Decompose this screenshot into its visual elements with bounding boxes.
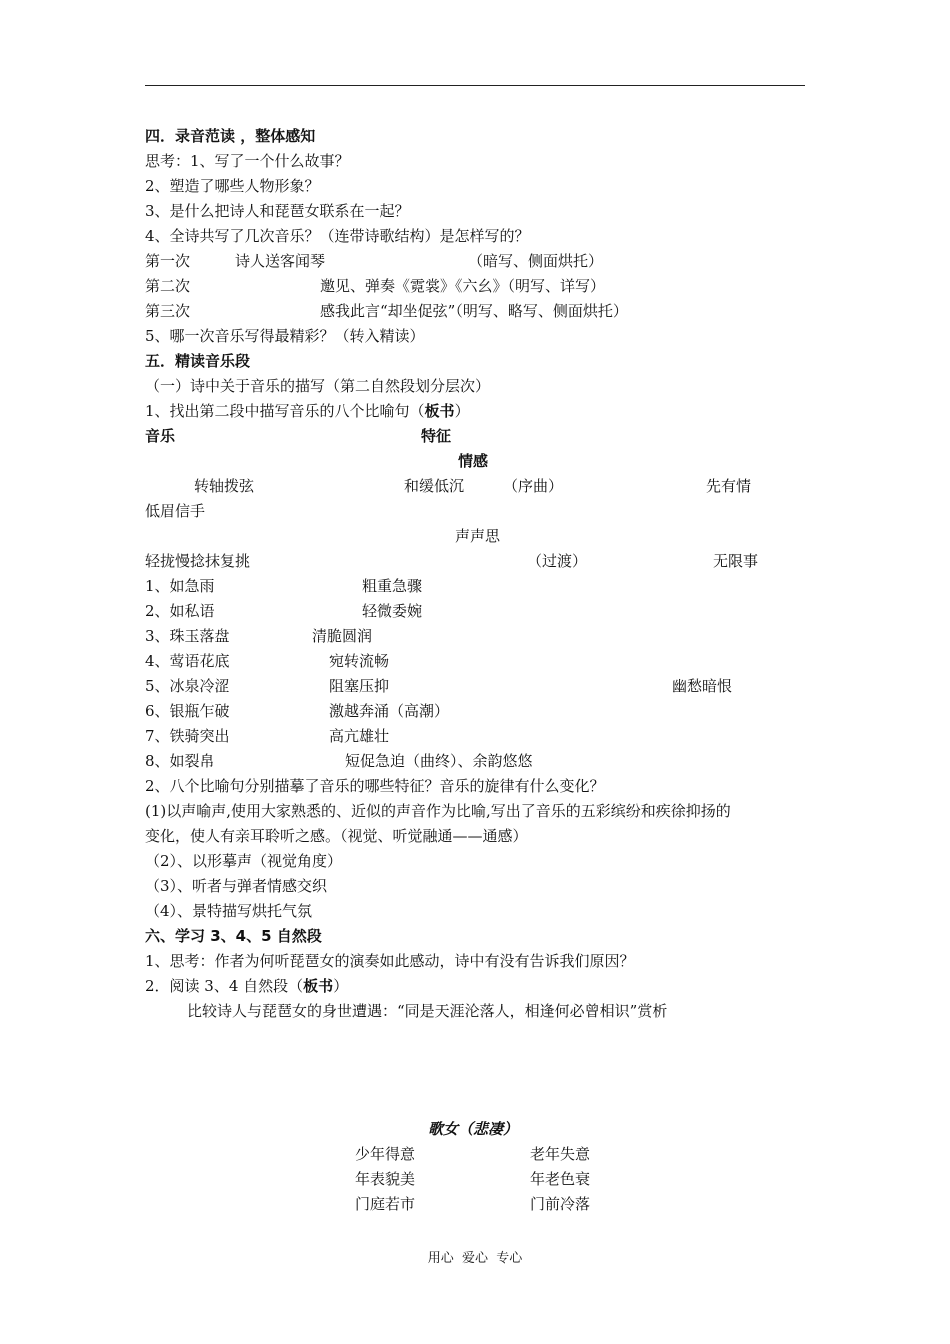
- section-5-title: 五．精读音乐段: [145, 352, 251, 370]
- simile-feature: 粗重急骤: [362, 577, 423, 595]
- s5-point-2: （2）、以形摹声（视觉角度）: [145, 852, 343, 870]
- music-emotion: 先有情: [706, 477, 752, 495]
- music-item: 轻拢慢捻抹复挑: [145, 552, 251, 570]
- header-rule: [145, 85, 805, 86]
- music-row-label: 第二次: [145, 277, 191, 295]
- music-stage: （过渡）: [527, 552, 588, 570]
- simile-item: 1、如急雨: [145, 577, 215, 595]
- simile-item: 5、冰泉冷涩: [145, 677, 230, 695]
- s6-compare: 比较诗人与琵琶女的身世遭遇：“同是天涯沦落人，相逢何必曾相识”赏析: [187, 1002, 668, 1020]
- s5-point-4: （4）、景特描写烘托气氛: [145, 902, 313, 920]
- board-left: 门庭若市: [355, 1195, 416, 1213]
- board-left: 年表貌美: [355, 1170, 416, 1188]
- board-right: 年老色衰: [530, 1170, 591, 1188]
- music-row-label: 第三次: [145, 302, 191, 320]
- s5-task-2: 2、八个比喻句分别描摹了音乐的哪些特征？音乐的旋律有什么变化？: [145, 777, 605, 795]
- music-feature: 和缓低沉: [404, 477, 465, 495]
- board-label: 板书: [303, 977, 334, 995]
- simile-item: 2、如私语: [145, 602, 215, 620]
- simile-feature: 宛转流畅: [329, 652, 390, 670]
- simile-emotion: 幽愁暗恨: [672, 677, 733, 695]
- section-4-title: 四．录音范读 ，整体感知: [145, 127, 316, 145]
- board-label: 板书: [424, 402, 455, 420]
- music-row-desc: 诗人送客闻琴: [235, 252, 326, 270]
- simile-feature: 激越奔涌（高潮）: [329, 702, 450, 720]
- s5-subheading: （一）诗中关于音乐的描写（第二自然段划分层次）: [145, 377, 491, 395]
- board-left: 少年得意: [355, 1145, 416, 1163]
- s4-question-4: 4、全诗共写了几次音乐？（连带诗歌结构）是怎样写的？: [145, 227, 530, 245]
- music-row-desc: 邀见、弹奏《霓裳》《六幺》（明写、详写）: [320, 277, 606, 295]
- music-row-desc: 感我此言“却坐促弦”（明写、略写、侧面烘托）: [320, 302, 628, 320]
- music-item: 低眉信手: [145, 502, 206, 520]
- s4-question-1: 思考：1、写了一个什么故事？: [145, 152, 350, 170]
- simile-feature: 短促急迫（曲终）、余韵悠悠: [345, 752, 533, 770]
- simile-item: 8、如裂帛: [145, 752, 215, 770]
- board-right: 门前冷落: [530, 1195, 591, 1213]
- s5-point-3: （3）、听者与弹者情感交织: [145, 877, 328, 895]
- simile-feature: 轻微委婉: [362, 602, 423, 620]
- s6-question-1: 1、思考：作者为何听琵琶女的演奏如此感动，诗中有没有告诉我们原因？: [145, 952, 635, 970]
- music-emotion: 无限事: [713, 552, 759, 570]
- simile-item: 7、铁骑突出: [145, 727, 230, 745]
- simile-feature: 清脆圆润: [312, 627, 373, 645]
- music-item: 转轴拨弦: [194, 477, 255, 495]
- s5-point-1-line-1: (1)以声喻声,使用大家熟悉的、近似的声音作为比喻,写出了音乐的五彩缤纷和疾徐抑扬的: [145, 802, 731, 820]
- simile-item: 4、莺语花底: [145, 652, 230, 670]
- simile-item: 6、银瓶乍破: [145, 702, 230, 720]
- board-right: 老年失意: [530, 1145, 591, 1163]
- s4-question-3: 3、是什么把诗人和琵琶女联系在一起？: [145, 202, 410, 220]
- simile-item: 3、珠玉落盘: [145, 627, 230, 645]
- simile-feature: 高亢雄壮: [329, 727, 390, 745]
- s6-question-2: 2．阅读 3、4 自然段（板书）: [145, 977, 349, 995]
- music-row-note: （暗写、侧面烘托）: [468, 252, 604, 270]
- music-emotion: 声声思: [455, 527, 501, 545]
- board-title: 歌女（悲凄）: [428, 1120, 519, 1138]
- s5-task-1: 1、找出第二段中描写音乐的八个比喻句（板书）: [145, 402, 470, 420]
- s4-question-5: 5、哪一次音乐写得最精彩？（转入精读）: [145, 327, 425, 345]
- col-header-emotion: 情感: [458, 452, 489, 470]
- simile-feature: 阻塞压抑: [329, 677, 390, 695]
- music-stage: （序曲）: [503, 477, 564, 495]
- col-header-feature: 特征: [421, 427, 452, 445]
- col-header-music: 音乐: [145, 427, 176, 445]
- page-footer: 用心 爱心 专心: [427, 1251, 523, 1266]
- s4-question-2: 2、塑造了哪些人物形象？: [145, 177, 320, 195]
- music-row-label: 第一次: [145, 252, 191, 270]
- s5-point-1-line-2: 变化，使人有亲耳聆听之感。（视觉、听觉融通——通感）: [145, 827, 528, 845]
- section-6-title: 六、学习 3、4、5 自然段: [145, 927, 322, 945]
